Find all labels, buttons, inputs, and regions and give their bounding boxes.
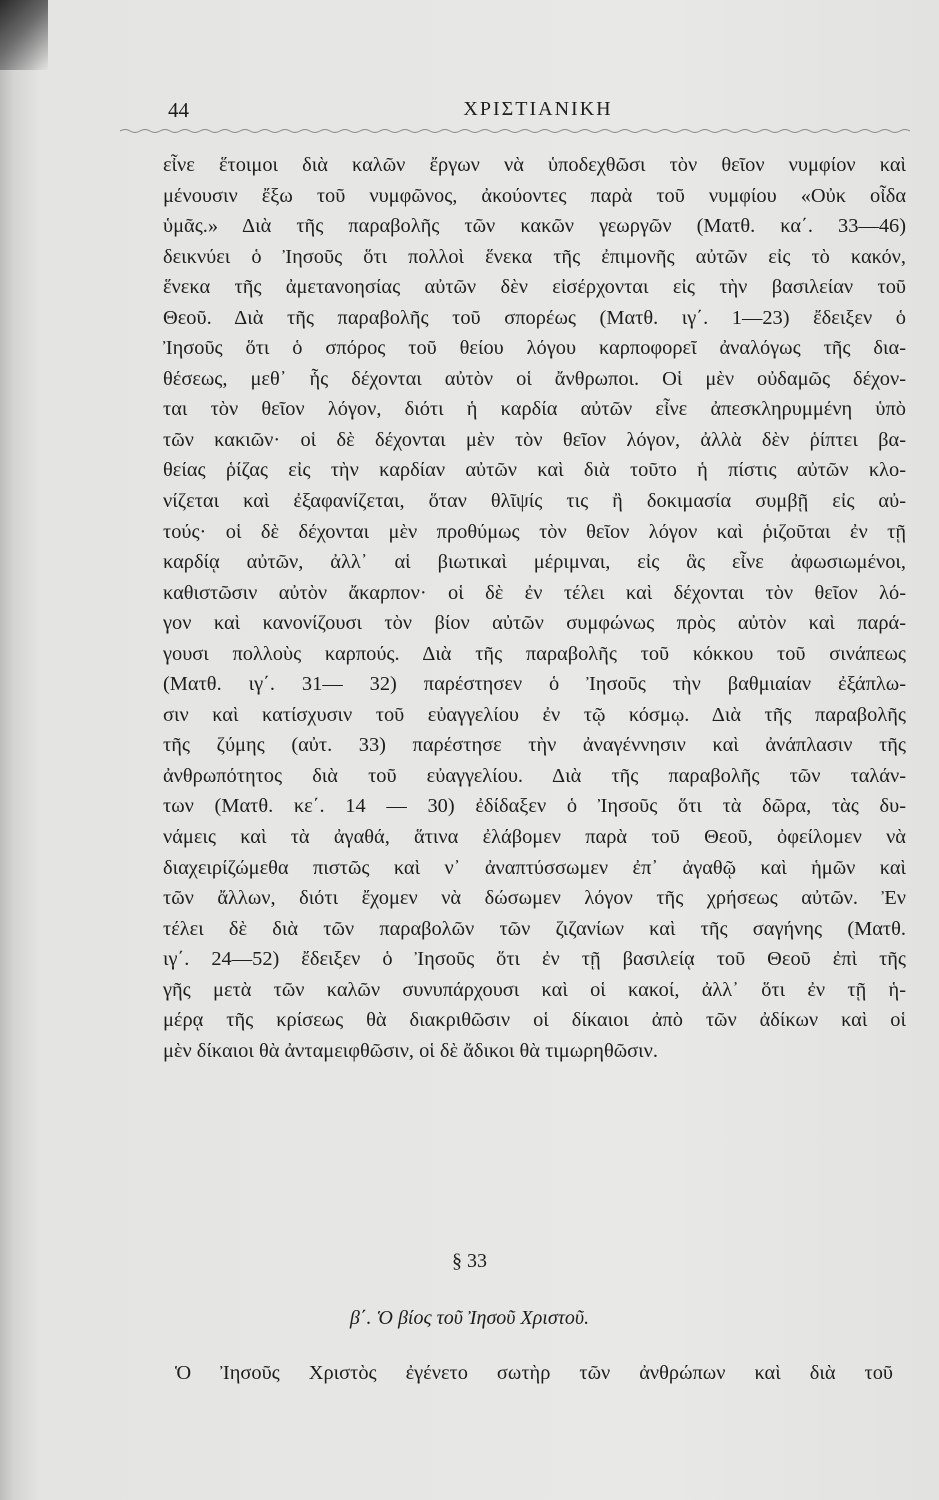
running-title: ΧΡΙΣΤΙΑΝΙΚΗ xyxy=(463,98,613,120)
text-line: ται τὸν θεῖον λόγον, διότι ἡ καρδία αὐτῶν εἶνε ἀπεσκληρυμμένη ὑπὸ xyxy=(163,398,906,421)
text-line: τῆς ζύμης (αὐτ. 33) παρέστησε τὴν ἀναγέννησιν καὶ ἀνάπλασιν τῆς xyxy=(163,734,906,757)
text-line: Θεοῦ. Διὰ τῆς παραβολῆς τοῦ σπορέως (Ματθ. ιγ΄. 1—23) ἔδειξεν ὁ xyxy=(163,306,906,329)
text-line: γουσι πολλοὺς καρπούς. Διὰ τῆς παραβολῆς τοῦ κόκκου τοῦ σινάπεως xyxy=(163,642,906,665)
header-ornamental-rule xyxy=(120,128,910,138)
text-line: νάμεις καὶ τὰ ἀγαθά, ἅτινα ἐλάβομεν παρὰ τοῦ Θεοῦ, ὀφείλομεν νὰ xyxy=(163,826,906,849)
text-line: τέλει δὲ διὰ τῶν παραβολῶν τῶν ζιζανίων καὶ τῆς σαγήνης (Ματθ. xyxy=(163,917,906,940)
text-line: γον καὶ κανονίζουσι τὸν βίον αὐτῶν συμφώνως πρὸς αὐτὸν καὶ παρά- xyxy=(163,612,906,635)
page-number: 44 xyxy=(168,98,189,122)
text-line: μέρᾳ τῆς κρίσεως θὰ διακριθῶσιν οἱ δίκαιοι ἀπὸ τῶν ἀδίκων καὶ οἱ xyxy=(163,1009,906,1032)
text-line: σιν καὶ κατίσχυσιν τοῦ εὐαγγελίου ἐν τῷ κόσμῳ. Διὰ τῆς παραβολῆς xyxy=(163,703,906,726)
text-line: Ἰησοῦς ὅτι ὁ σπόρος τοῦ θείου λόγου καρποφορεῖ ἀναλόγως τῆς δια- xyxy=(163,337,906,360)
text-line: ιγ΄. 24—52) ἔδειξεν ὁ Ἰησοῦς ὅτι ἐν τῇ βασιλείᾳ τοῦ Θεοῦ ἐπὶ τῆς xyxy=(163,948,906,971)
text-line: δεικνύει ὁ Ἰησοῦς ὅτι πολλοὶ ἕνεκα τῆς ἐπιμονῆς αὐτῶν εἰς τὸ κακόν, xyxy=(163,245,906,268)
binding-shadow xyxy=(0,0,48,70)
text-line: τῶν κακιῶν· οἱ δὲ δέχονται μὲν τὸν θεῖον λόγον, ἀλλὰ δὲν ῥίπτει βα- xyxy=(163,428,906,451)
text-line: των (Ματθ. κε΄. 14 — 30) ἐδίδαξεν ὁ Ἰησοῦς ὅτι τὰ δῶρα, τὰς δυ- xyxy=(163,795,906,818)
text-line: θείας ῥίζας εἰς τὴν καρδίαν αὐτῶν καὶ διὰ τοῦτο ἡ πίστις αὐτῶν κλο- xyxy=(163,459,906,482)
text-line: καρδίᾳ αὐτῶν, ἀλλ᾽ αἱ βιωτικαὶ μέριμναι, εἰς ἃς εἶνε ἀφωσιωμένοι, xyxy=(163,551,906,574)
text-line-final: Ὁ Ἰησοῦς Χριστὸς ἐγένετο σωτὴρ τῶν ἀνθρώπων καὶ διὰ τοῦ xyxy=(175,1362,893,1384)
text-line: ἀνθρωπότητος διὰ τοῦ εὐαγγελίου. Διὰ τῆς παραβολῆς τῶν ταλάν- xyxy=(163,764,906,787)
text-line: ὑμᾶς.» Διὰ τῆς παραβολῆς τῶν κακῶν γεωργῶν (Ματθ. κα΄. 33—46) xyxy=(163,215,906,238)
section-subtitle: β΄. Ὁ βίος τοῦ Ἰησοῦ Χριστοῦ. xyxy=(349,1307,590,1329)
text-line: νίζεται καὶ ἐξαφανίζεται, ὅταν θλῖψίς τις ἢ δοκιμασία συμβῇ εἰς αὐ- xyxy=(163,490,906,513)
section-number: § 33 xyxy=(452,1250,487,1272)
text-line: τῶν ἄλλων, διότι ἔχομεν νὰ δώσωμεν λόγον τῆς χρήσεως αὐτῶν. Ἐν xyxy=(163,887,906,910)
text-line: μένουσιν ἔξω τοῦ νυμφῶνος, ἀκούοντες παρὰ τοῦ νυμφίου «Οὐκ οἶδα xyxy=(163,184,906,207)
page-header xyxy=(168,96,908,130)
text-line: γῆς μετὰ τῶν καλῶν συνυπάρχουσι καὶ οἱ κακοί, ἀλλ᾽ ὅτι ἐν τῇ ἡ- xyxy=(163,978,906,1001)
text-line: ἕνεκα τῆς ἀμετανοησίας αὐτῶν δὲν εἰσέρχονται εἰς τὴν βασιλείαν τοῦ xyxy=(163,276,906,299)
text-line: (Ματθ. ιγ΄. 31— 32) παρέστησεν ὁ Ἰησοῦς τὴν βαθμιαίαν ἐξάπλω- xyxy=(163,673,906,696)
text-line: θέσεως, μεθ᾽ ἧς δέχονται αὐτὸν οἱ ἄνθρωποι. Οἱ μὲν οὐδαμῶς δέχον- xyxy=(163,367,906,390)
text-line: διαχειρίζώμεθα πιστῶς καὶ ν᾽ ἀναπτύσσωμεν ἐπ᾽ ἀγαθῷ καὶ ἡμῶν καὶ xyxy=(163,856,906,879)
body-text xyxy=(163,150,906,1066)
text-line: τούς· οἱ δὲ δέχονται μὲν προθύμως τὸν θεῖον λόγον καὶ ῥιζοῦται ἐν τῇ xyxy=(163,520,906,543)
text-line: εἶνε ἕτοιμοι διὰ καλῶν ἔργων νὰ ὑποδεχθῶσι τὸν θεῖον νυμφίον καὶ xyxy=(163,154,906,176)
text-line: μὲν δίκαιοι θὰ ἀνταμειφθῶσιν, οἱ δὲ ἄδικοι θὰ τιμωρηθῶσιν. xyxy=(163,1039,658,1062)
text-line: καθιστῶσιν αὐτὸν ἄκαρπον· οἱ δὲ ἐν τέλει καὶ δέχονται τὸν θεῖον λό- xyxy=(163,581,906,604)
